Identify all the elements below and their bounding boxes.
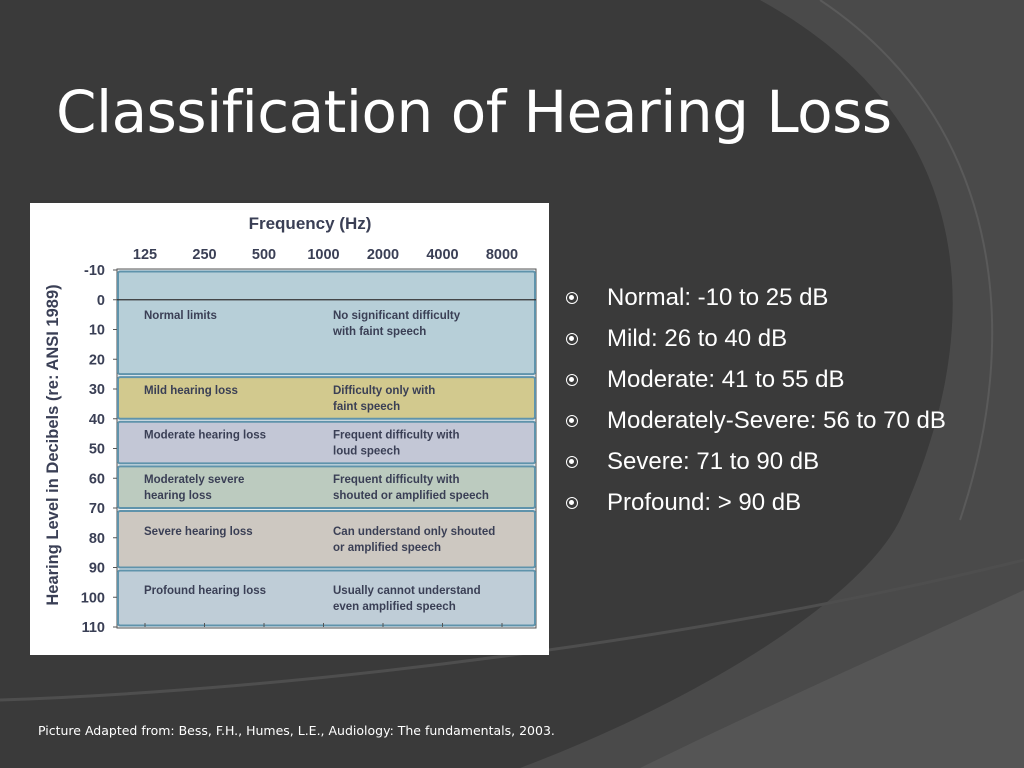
db-tick-label: 100 bbox=[80, 590, 105, 607]
band-description: with faint speech bbox=[333, 325, 427, 338]
y-axis-title: Hearing Level in Decibels (re: ANSI 1989) bbox=[44, 284, 62, 606]
band-name: Profound hearing loss bbox=[144, 584, 267, 597]
band-region bbox=[118, 570, 535, 625]
circle-bullet-icon bbox=[566, 456, 578, 468]
audiogram-figure bbox=[30, 203, 549, 655]
source-citation: Picture Adapted from: Bess, F.H., Humes, L.E., Audiology: The fundamentals, 2003. bbox=[38, 723, 555, 738]
circle-bullet-icon bbox=[566, 292, 578, 304]
frequency-tick-label: 2000 bbox=[366, 247, 400, 263]
list-item bbox=[566, 447, 946, 488]
classification-list bbox=[566, 283, 946, 529]
band-description: loud speech bbox=[333, 445, 401, 458]
band-description: shouted or amplified speech bbox=[333, 490, 489, 503]
db-tick-label: 50 bbox=[88, 441, 105, 458]
band-name: hearing loss bbox=[144, 490, 212, 503]
frequency-tick-label: 4000 bbox=[426, 247, 459, 263]
band-description: even amplified speech bbox=[333, 600, 456, 613]
band-description: Frequent difficulty with bbox=[333, 474, 460, 487]
db-tick-label: 90 bbox=[88, 560, 105, 577]
db-tick-label: 70 bbox=[88, 501, 105, 517]
circle-bullet-icon bbox=[566, 497, 578, 509]
band-region bbox=[118, 377, 535, 419]
list-item bbox=[566, 324, 946, 365]
band-name: Severe hearing loss bbox=[144, 526, 253, 539]
band-name: Mild hearing loss bbox=[144, 384, 238, 397]
band-name: Normal limits bbox=[144, 309, 217, 322]
band-name: Moderate hearing loss bbox=[144, 429, 267, 442]
list-item bbox=[566, 283, 946, 324]
band-description: faint speech bbox=[333, 400, 401, 413]
db-tick-label: 0 bbox=[96, 292, 105, 309]
bullet-text: Normal: -10 to 25 dB bbox=[607, 284, 829, 311]
bullet-text: Profound: > 90 dB bbox=[607, 489, 802, 516]
circle-bullet-icon bbox=[566, 374, 578, 386]
bullet-text: Severe: 71 to 90 dB bbox=[607, 448, 820, 475]
list-item bbox=[566, 365, 946, 406]
band-region bbox=[118, 272, 535, 375]
band-region bbox=[118, 422, 535, 464]
frequency-tick-label: 250 bbox=[192, 247, 217, 263]
circle-bullet-icon bbox=[566, 415, 578, 427]
list-item bbox=[566, 488, 946, 529]
db-tick-label: 40 bbox=[88, 411, 105, 428]
slide-title: Classification of Hearing Loss bbox=[56, 78, 892, 146]
bullet-text: Mild: 26 to 40 dB bbox=[607, 325, 788, 352]
list-item bbox=[566, 406, 946, 447]
band-description: Usually cannot understand bbox=[333, 584, 481, 597]
frequency-tick-label: 8000 bbox=[485, 247, 519, 263]
bullet-text: Moderate: 41 to 55 dB bbox=[607, 366, 845, 393]
db-tick-label: 30 bbox=[88, 382, 105, 398]
band-name: Moderately severe bbox=[144, 474, 245, 487]
db-tick-label: 110 bbox=[81, 620, 105, 636]
band-description: Difficulty only with bbox=[333, 384, 436, 397]
band-description: No significant difficulty bbox=[333, 309, 461, 322]
db-tick-label: -10 bbox=[84, 263, 105, 279]
band-region bbox=[118, 511, 535, 568]
band-description: Frequent difficulty with bbox=[333, 429, 460, 442]
db-tick-label: 60 bbox=[88, 471, 105, 488]
circle-bullet-icon bbox=[566, 333, 578, 345]
band-description: or amplified speech bbox=[333, 542, 442, 555]
frequency-tick-label: 500 bbox=[251, 247, 277, 263]
frequency-tick-label: 125 bbox=[132, 247, 158, 263]
db-tick-label: 80 bbox=[88, 530, 105, 547]
x-axis-title: Frequency (Hz) bbox=[248, 214, 372, 233]
bullet-text: Moderately-Severe: 56 to 70 dB bbox=[607, 407, 946, 434]
band-description: Can understand only shouted bbox=[333, 526, 496, 539]
db-tick-label: 10 bbox=[88, 322, 105, 339]
frequency-tick-label: 1000 bbox=[307, 247, 340, 263]
audiogram-chart bbox=[30, 203, 549, 655]
db-tick-label: 20 bbox=[88, 352, 105, 369]
